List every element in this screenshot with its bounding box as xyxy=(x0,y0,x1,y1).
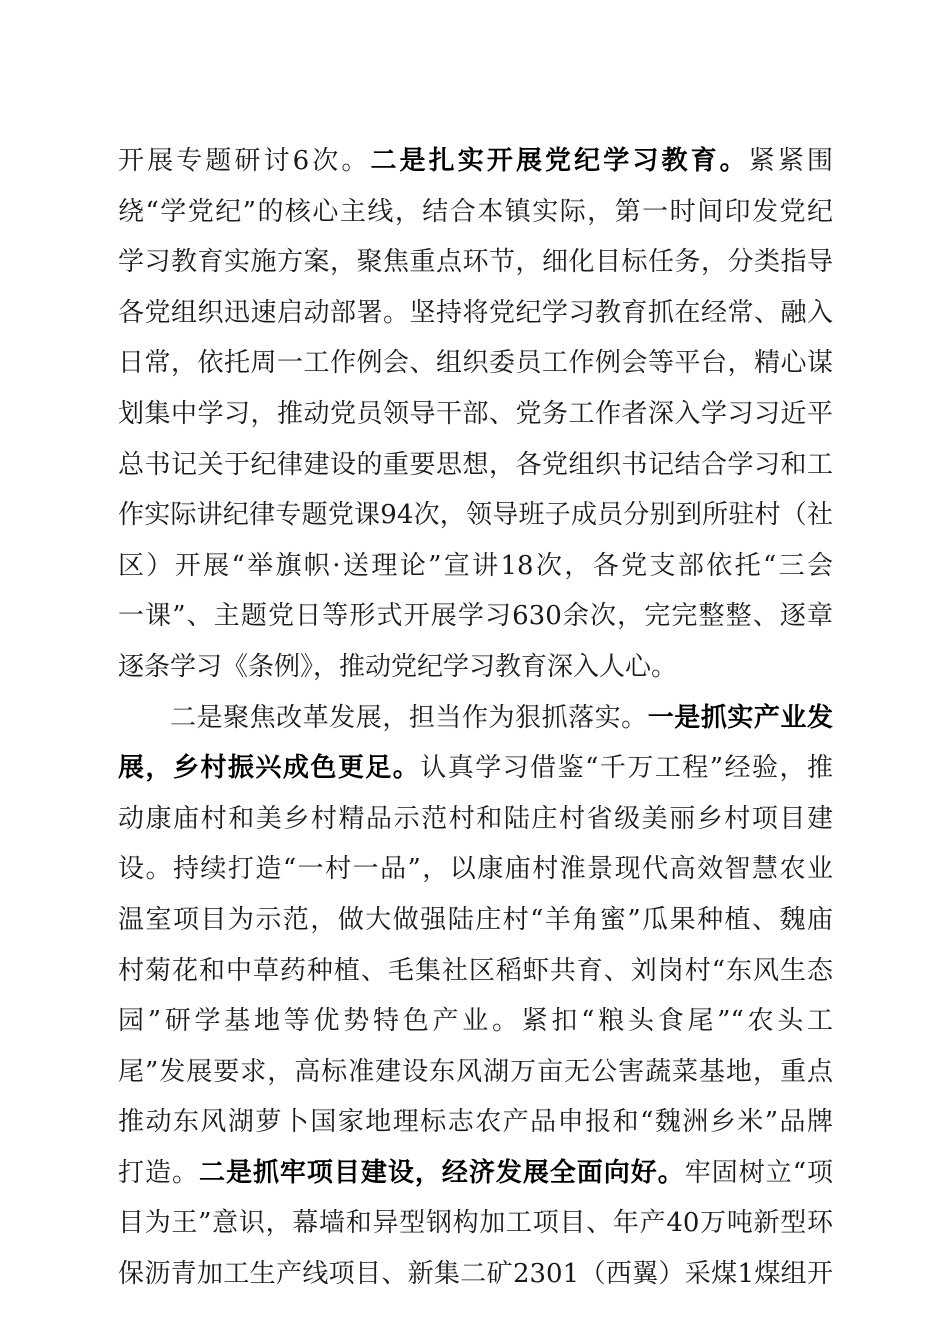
body-text xyxy=(118,136,833,1300)
text-line xyxy=(118,1249,833,1300)
body-text-segment: 作实际讲纪律专题党课94次，领导班子成员分别到所驻村（社 xyxy=(118,500,833,531)
text-line xyxy=(118,591,833,642)
bold-heading-text: 二是扎实开展党纪学习教育。 xyxy=(370,146,749,176)
text-line xyxy=(118,338,833,389)
text-line xyxy=(118,743,833,794)
body-text-segment: 学习教育实施方案，聚焦重点环节，细化目标任务，分类指导 xyxy=(118,247,833,278)
bold-heading-text: 展，乡村振兴成色更足。 xyxy=(118,753,421,784)
body-text-segment: 开展专题研讨6次。 xyxy=(118,146,371,176)
body-text-segment: 一课”、主题党日等形式开展学习630余次，完完整整、逐章 xyxy=(118,601,833,632)
body-text-segment: 认真学习借鉴“千万工程”经验，推 xyxy=(420,753,833,784)
text-line xyxy=(118,187,833,238)
text-line xyxy=(118,490,833,541)
text-line xyxy=(118,844,833,895)
body-text-segment: 村菊花和中草药种植、毛集社区稻虾共育、刘岗村“东风生态 xyxy=(118,955,833,986)
body-text-segment: 逐条学习《条例》，推动党纪学习教育深入人心。 xyxy=(118,651,678,682)
body-text-segment: 紧紧围 xyxy=(748,146,833,176)
text-line xyxy=(118,946,833,997)
body-text-segment: 总书记关于纪律建设的重要思想，各党组织书记结合学习和工 xyxy=(118,449,833,480)
text-line xyxy=(118,237,833,288)
body-text-segment: 打造。 xyxy=(118,1157,199,1188)
body-text-segment: 牢固树立“项 xyxy=(684,1157,833,1188)
text-line xyxy=(118,1148,833,1199)
text-line xyxy=(118,440,833,491)
text-line xyxy=(118,1047,833,1098)
body-text-segment: 各党组织迅速启动部署。坚持将党纪学习教育抓在经常、融入 xyxy=(118,297,833,328)
bold-heading-text: 一是抓实产业发 xyxy=(647,702,833,733)
body-text-segment: 推动东风湖萝卜国家地理标志农产品申报和“魏洲乡米”品牌 xyxy=(118,1107,833,1138)
body-text-segment: 尾”发展要求，高标准建设东风湖万亩无公害蔬菜基地，重点 xyxy=(118,1056,833,1087)
body-text-segment: 日常，依托周一工作例会、组织委员工作例会等平台，精心谋 xyxy=(118,348,833,379)
text-line xyxy=(118,1198,833,1249)
body-text-segment: 区）开展“举旗帜·送理论”宣讲18次，各党支部依托“三会 xyxy=(118,550,833,581)
body-text-segment: 设。持续打造“一村一品”，以康庙村淮景现代高效智慧农业 xyxy=(118,854,833,885)
body-text-segment: 保沥青加工生产线项目、新集二矿2301（西翼）采煤1煤组开 xyxy=(118,1259,833,1290)
body-text-segment: 温室项目为示范，做大做强陆庄村“羊角蜜”瓜果种植、魏庙 xyxy=(118,904,833,935)
text-line xyxy=(118,136,833,187)
body-text-segment: 二是聚焦改革发展，担当作为狠抓落实。 xyxy=(170,702,648,733)
text-line xyxy=(118,389,833,440)
text-line xyxy=(118,996,833,1047)
body-text-segment: 动康庙村和美乡村精品示范村和陆庄村省级美丽乡村项目建 xyxy=(118,803,833,834)
body-text-segment: 绕“学党纪”的核心主线，结合本镇实际，第一时间印发党纪 xyxy=(118,196,833,227)
text-line xyxy=(118,541,833,592)
body-text-segment: 目为王”意识，幕墙和异型钢构加工项目、年产40万吨新型环 xyxy=(118,1208,833,1239)
body-text-segment: 划集中学习，推动党员领导干部、党务工作者深入学习习近平 xyxy=(118,398,833,429)
body-text-segment: 园”研学基地等优势特色产业。紧扣“粮头食尾”“农头工 xyxy=(118,1006,833,1037)
text-line xyxy=(118,288,833,339)
text-line xyxy=(118,794,833,845)
text-line xyxy=(118,693,833,744)
text-line xyxy=(118,895,833,946)
bold-heading-text: 二是抓牢项目建设，经济发展全面向好。 xyxy=(198,1157,685,1188)
text-line xyxy=(118,1097,833,1148)
text-line xyxy=(118,642,833,693)
